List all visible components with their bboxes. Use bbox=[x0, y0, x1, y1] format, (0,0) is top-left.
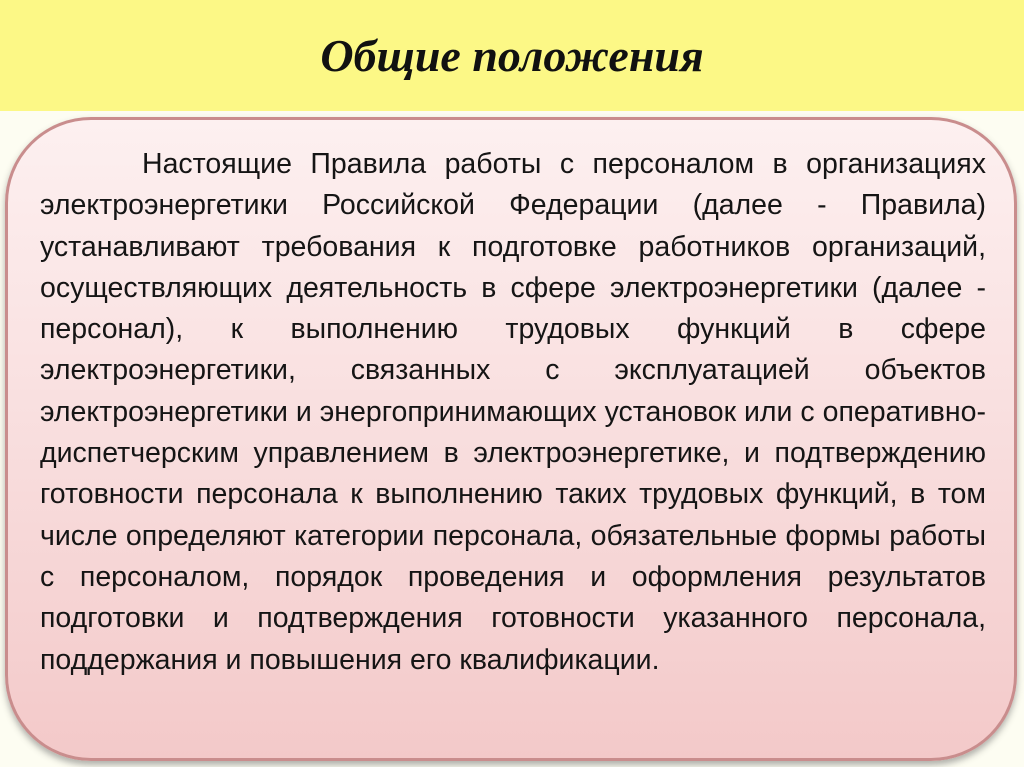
slide-title: Общие положения bbox=[320, 30, 704, 81]
body-paragraph: Настоящие Правила работы с персоналом в организациях электроэнергетики Российской Федерации (далее - Правила) устанавливают требования к подготовке работников организаций, осуществляющих деятельность в сфере электроэнергетики (далее - персонал), к выполнению трудовых функций в сфере электроэнергетики, связанных с эксплуатацией объектов электроэнергетики и энергопринимающих установок или с оперативно-диспетчерским управлением в электроэнергетике, и подтверждению готовности персонала к выполнению таких трудовых функций, в том числе определяют категории персонала, обязательные формы работы с персоналом, порядок проведения и оформления результатов подготовки и подтверждения готовности указанного персонала, поддержания и повышения его квалификации. bbox=[40, 148, 986, 676]
